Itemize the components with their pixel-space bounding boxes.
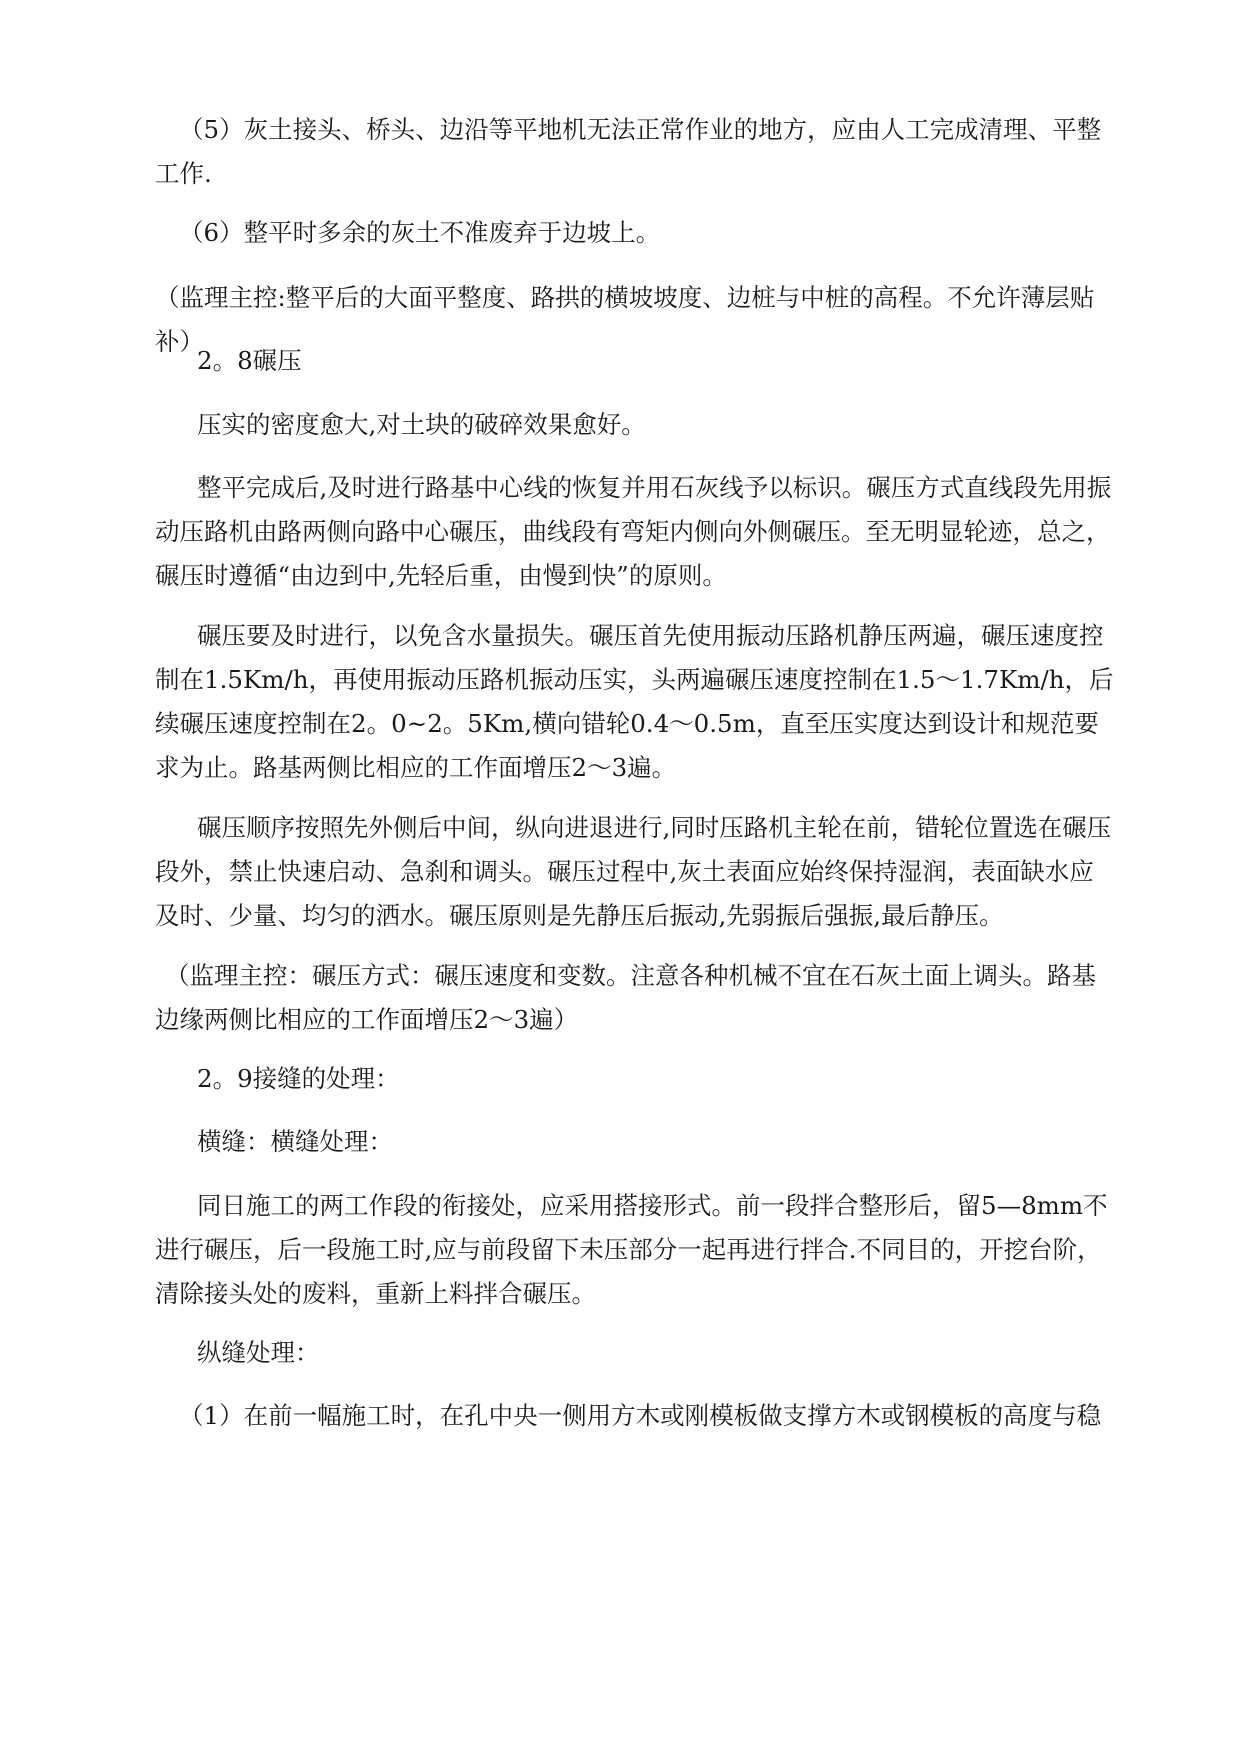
paragraph-rolling-speed: 碾压要及时进行，以免含水量损失。碾压首先使用振动压路机静压两遍，碾压速度控制在1.5Km/h，再使用振动压路机振动压实，头两遍碾压速度控制在1.5～1.7Km/h，后续碾压速度控制在2。0~2。5Km,横向错轮0.4～0.5m，直至压实度达到设计和规范要求为止。路基两侧比相应的工作面增压2～3遍。 bbox=[155, 621, 1114, 782]
paragraph-longitudinal-joint: 纵缝处理： bbox=[197, 1338, 320, 1367]
paragraph-transverse-joint: 横缝：横缝处理： bbox=[197, 1127, 393, 1156]
paragraph-rolling-method: 整平完成后,及时进行路基中心线的恢复并用石灰线予以标识。碾压方式直线段先用振动压路机由路两侧向路中心碾压，曲线段有弯矩内侧向外侧碾压。至无明显轮迹，总之，碾压时遵循“由边到中,先轻后重，由慢到快”的原则。 bbox=[155, 473, 1112, 590]
paragraph-same-day-joint: 同日施工的两工作段的衔接处，应采用搭接形式。前一段拌合整形后，留5—8mm不进行碾压，后一段施工时,应与前段留下未压部分一起再进行拌合.不同目的，开挖台阶，清除接头处的废料，重新上料拌合碾压。 bbox=[155, 1191, 1108, 1308]
paragraph-lime-soil-joints: （5）灰土接头、桥头、边沿等平地机无法正常作业的地方，应由人工完成清理、平整工作. bbox=[155, 115, 1102, 188]
paragraph-compaction-density: 压实的密度愈大,对土块的破碎效果愈好。 bbox=[197, 410, 646, 439]
paragraph-supervision-leveling: （监理主控:整平后的大面平整度、路拱的横坡坡度、边桩与中桩的高程。不允许薄层贴补） bbox=[155, 283, 1095, 356]
paragraph-longitudinal-step-1: （1）在前一幅施工时，在孔中央一侧用方木或刚模板做支撑方木或钢模板的高度与稳 bbox=[179, 1401, 1102, 1430]
heading-2-9-joint-treatment: 2。9接缝的处理： bbox=[197, 1064, 400, 1093]
paragraph-supervision-rolling: （监理主控：碾压方式：碾压速度和变数。注意各种机械不宜在石灰土面上调头。路基边缘两侧比相应的工作面增压2～3遍） bbox=[155, 961, 1096, 1034]
paragraph-rolling-sequence: 碾压顺序按照先外侧后中间，纵向进退进行,同时压路机主轮在前，错轮位置选在碾压段外，禁止快速启动、急刹和调头。碾压过程中,灰土表面应始终保持湿润，表面缺水应及时、少量、均匀的洒水。碾压原则是先静压后振动,先弱振后强振,最后静压。 bbox=[155, 813, 1112, 930]
heading-2-8-rolling: 2。8碾压 bbox=[197, 346, 302, 375]
paragraph-excess-soil: （6）整平时多余的灰土不准废弃于边坡上。 bbox=[179, 218, 661, 247]
